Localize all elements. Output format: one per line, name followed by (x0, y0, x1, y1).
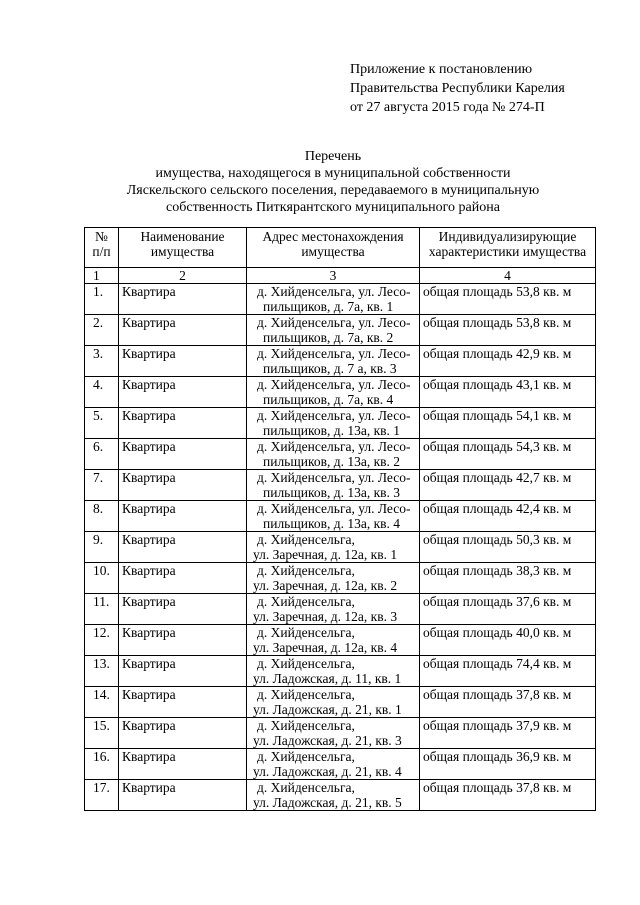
address-line: пильщиков, д. 7а, кв. 1 (263, 299, 394, 314)
property-address (247, 563, 420, 594)
property-address (247, 439, 420, 470)
address-line: пильщиков, д. 13а, кв. 2 (263, 454, 401, 469)
header-text: имущества (150, 244, 215, 259)
table-row (85, 563, 596, 594)
property-characteristics: общая площадь 53,8 кв. м (420, 315, 596, 346)
table-row (85, 594, 596, 625)
header-text: характеристики имущества (428, 244, 587, 259)
address-line: д. Хийденсельга, (257, 625, 355, 640)
header-name (119, 228, 247, 268)
property-name: Квартира (119, 284, 247, 315)
property-characteristics: общая площадь 54,1 кв. м (420, 408, 596, 439)
column-number-row (85, 268, 596, 284)
property-name: Квартира (119, 439, 247, 470)
property-name: Квартира (119, 749, 247, 780)
address-line: ул. Заречная, д. 12а, кв. 3 (253, 609, 398, 624)
header-text: Наименование (140, 229, 225, 244)
property-name: Квартира (119, 470, 247, 501)
appendix-header (350, 60, 565, 117)
property-characteristics: общая площадь 42,9 кв. м (420, 346, 596, 377)
property-address (247, 408, 420, 439)
property-characteristics: общая площадь 36,9 кв. м (420, 749, 596, 780)
property-characteristics: общая площадь 42,4 кв. м (420, 501, 596, 532)
property-name: Квартира (119, 501, 247, 532)
address-line: ул. Ладожская, д. 21, кв. 3 (253, 733, 402, 748)
property-address (247, 718, 420, 749)
address-line: д. Хийденсельга, ул. Лесо- (257, 439, 411, 454)
table-row (85, 625, 596, 656)
property-address (247, 377, 420, 408)
table-row (85, 377, 596, 408)
property-characteristics: общая площадь 74,4 кв. м (420, 656, 596, 687)
address-line: пильщиков, д. 7 а, кв. 3 (263, 361, 397, 376)
address-line: д. Хийденсельга, ул. Лесо- (257, 284, 411, 299)
title-line: Перечень (304, 149, 362, 164)
header-text: № (95, 229, 108, 244)
property-characteristics: общая площадь 50,3 кв. м (420, 532, 596, 563)
column-number: 3 (247, 268, 420, 284)
address-line: ул. Ладожская, д. 21, кв. 1 (253, 702, 402, 717)
address-line: пильщиков, д. 7а, кв. 4 (263, 392, 394, 407)
address-line: пильщиков, д. 13а, кв. 4 (263, 516, 401, 531)
document-title (0, 148, 640, 216)
property-characteristics: общая площадь 43,1 кв. м (420, 377, 596, 408)
address-line: д. Хийденсельга, (257, 749, 355, 764)
address-line: ул. Ладожская, д. 21, кв. 5 (253, 795, 402, 810)
address-line: д. Хийденсельга, ул. Лесо- (257, 470, 411, 485)
table-row (85, 346, 596, 377)
property-name: Квартира (119, 625, 247, 656)
row-number: 13. (85, 656, 119, 687)
property-address (247, 284, 420, 315)
address-line: д. Хийденсельга, (257, 780, 355, 795)
address-line: пильщиков, д. 7а, кв. 2 (263, 330, 394, 345)
table-row (85, 439, 596, 470)
property-characteristics: общая площадь 37,6 кв. м (420, 594, 596, 625)
title-line: собственность Питкярантского муниципального района (166, 200, 500, 215)
address-line: д. Хийденсельга, ул. Лесо- (257, 377, 411, 392)
property-name: Квартира (119, 315, 247, 346)
row-number: 4. (85, 377, 119, 408)
property-address (247, 656, 420, 687)
property-address (247, 532, 420, 563)
address-line: д. Хийденсельга, (257, 532, 355, 547)
row-number: 11. (85, 594, 119, 625)
property-address (247, 780, 420, 811)
address-line: д. Хийденсельга, ул. Лесо- (257, 346, 411, 361)
address-line: ул. Ладожская, д. 21, кв. 4 (253, 764, 402, 779)
property-characteristics: общая площадь 37,8 кв. м (420, 687, 596, 718)
property-characteristics: общая площадь 37,8 кв. м (420, 780, 596, 811)
property-address (247, 594, 420, 625)
table-row (85, 656, 596, 687)
table-row (85, 780, 596, 811)
table-row (85, 501, 596, 532)
property-address (247, 315, 420, 346)
row-number: 6. (85, 439, 119, 470)
column-number: 1 (85, 268, 119, 284)
property-name: Квартира (119, 594, 247, 625)
column-number: 4 (420, 268, 596, 284)
table-row (85, 749, 596, 780)
property-name: Квартира (119, 780, 247, 811)
property-name: Квартира (119, 563, 247, 594)
row-number: 15. (85, 718, 119, 749)
row-number: 17. (85, 780, 119, 811)
row-number: 7. (85, 470, 119, 501)
property-address (247, 625, 420, 656)
property-address (247, 501, 420, 532)
property-characteristics: общая площадь 54,3 кв. м (420, 439, 596, 470)
address-line: д. Хийденсельга, (257, 687, 355, 702)
table-header-row (85, 228, 596, 268)
property-name: Квартира (119, 532, 247, 563)
appendix-line: Приложение к постановлению (350, 62, 533, 77)
address-line: ул. Заречная, д. 12а, кв. 1 (253, 547, 398, 562)
address-line: д. Хийденсельга, (257, 563, 355, 578)
row-number: 1. (85, 284, 119, 315)
row-number: 14. (85, 687, 119, 718)
header-text: Адрес местонахождения (262, 229, 404, 244)
address-line: д. Хийденсельга, (257, 594, 355, 609)
row-number: 8. (85, 501, 119, 532)
address-line: д. Хийденсельга, ул. Лесо- (257, 408, 411, 423)
row-number: 9. (85, 532, 119, 563)
table-row (85, 284, 596, 315)
property-name: Квартира (119, 408, 247, 439)
appendix-line: Правительства Республики Карелия (350, 81, 565, 96)
header-text: Индивидуализирующие (438, 229, 577, 244)
property-characteristics: общая площадь 38,3 кв. м (420, 563, 596, 594)
property-address (247, 470, 420, 501)
address-line: д. Хийденсельга, (257, 656, 355, 671)
header-text: имущества (301, 244, 365, 259)
table-row (85, 718, 596, 749)
property-name: Квартира (119, 656, 247, 687)
row-number: 16. (85, 749, 119, 780)
table-row (85, 408, 596, 439)
property-address (247, 749, 420, 780)
header-characteristics (420, 228, 596, 268)
property-name: Квартира (119, 718, 247, 749)
property-name: Квартира (119, 346, 247, 377)
row-number: 5. (85, 408, 119, 439)
table-row (85, 470, 596, 501)
address-line: ул. Ладожская, д. 11, кв. 1 (253, 671, 402, 686)
property-characteristics: общая площадь 40,0 кв. м (420, 625, 596, 656)
row-number: 12. (85, 625, 119, 656)
row-number: 2. (85, 315, 119, 346)
address-line: д. Хийденсельга, ул. Лесо- (257, 315, 411, 330)
table-row (85, 315, 596, 346)
column-number: 2 (119, 268, 247, 284)
header-number (85, 228, 119, 268)
address-line: пильщиков, д. 13а, кв. 3 (263, 485, 401, 500)
property-address (247, 346, 420, 377)
property-name: Квартира (119, 377, 247, 408)
address-line: д. Хийденсельга, (257, 718, 355, 733)
table-row (85, 687, 596, 718)
title-line: имущества, находящегося в муниципальной собственности (155, 166, 511, 181)
row-number: 3. (85, 346, 119, 377)
title-line: Ляскельского сельского поселения, передаваемого в муниципальную (126, 183, 540, 198)
property-characteristics: общая площадь 37,9 кв. м (420, 718, 596, 749)
header-text: п/п (92, 244, 111, 259)
table-row (85, 532, 596, 563)
address-line: пильщиков, д. 13а, кв. 1 (263, 423, 401, 438)
appendix-line: от 27 августа 2015 года № 274-П (350, 100, 545, 115)
address-line: д. Хийденсельга, ул. Лесо- (257, 501, 411, 516)
property-characteristics: общая площадь 53,8 кв. м (420, 284, 596, 315)
address-line: ул. Заречная, д. 12а, кв. 2 (253, 578, 398, 593)
property-address (247, 687, 420, 718)
header-address (247, 228, 420, 268)
property-table (84, 227, 596, 811)
property-name: Квартира (119, 687, 247, 718)
property-characteristics: общая площадь 42,7 кв. м (420, 470, 596, 501)
row-number: 10. (85, 563, 119, 594)
address-line: ул. Заречная, д. 12а, кв. 4 (253, 640, 398, 655)
